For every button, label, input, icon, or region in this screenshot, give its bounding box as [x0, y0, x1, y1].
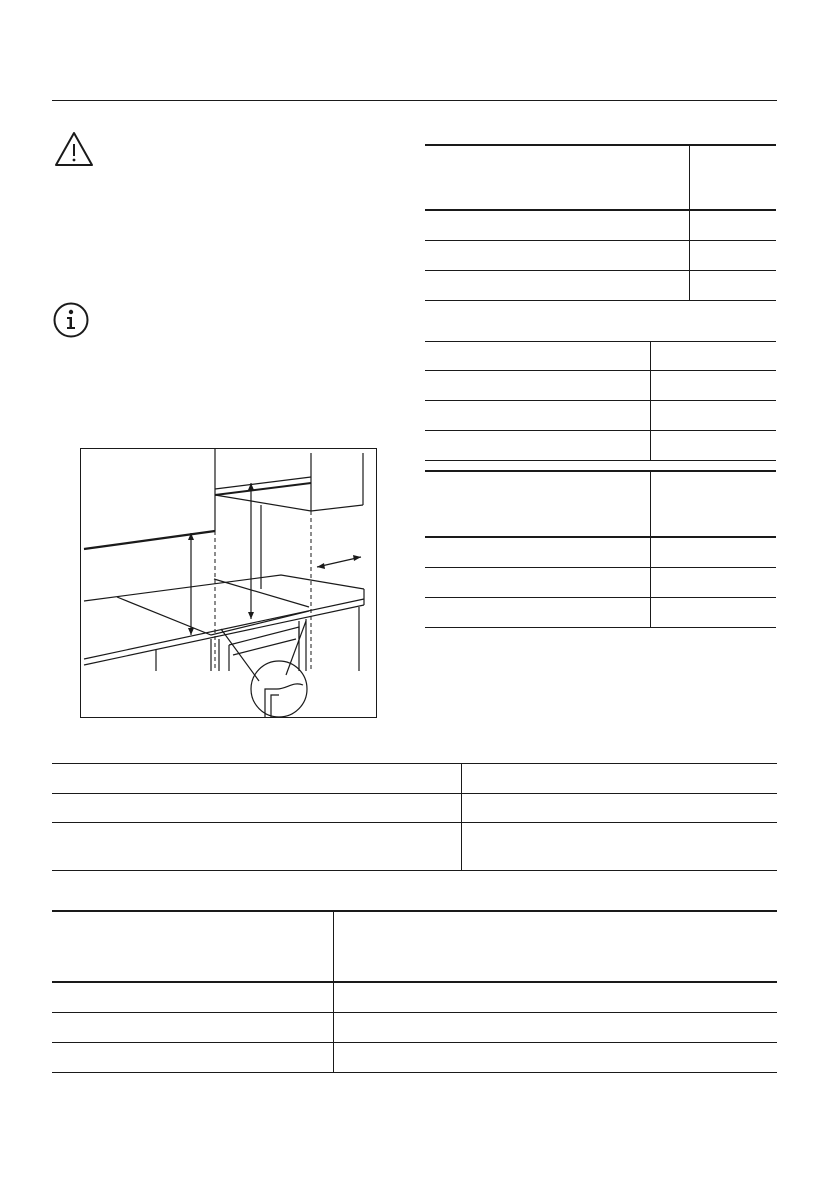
- header-rule: [52, 100, 777, 101]
- installation-diagram: [81, 449, 376, 717]
- installation-figure: [80, 448, 377, 718]
- info-icon: [53, 302, 89, 338]
- warning-icon: [53, 130, 95, 168]
